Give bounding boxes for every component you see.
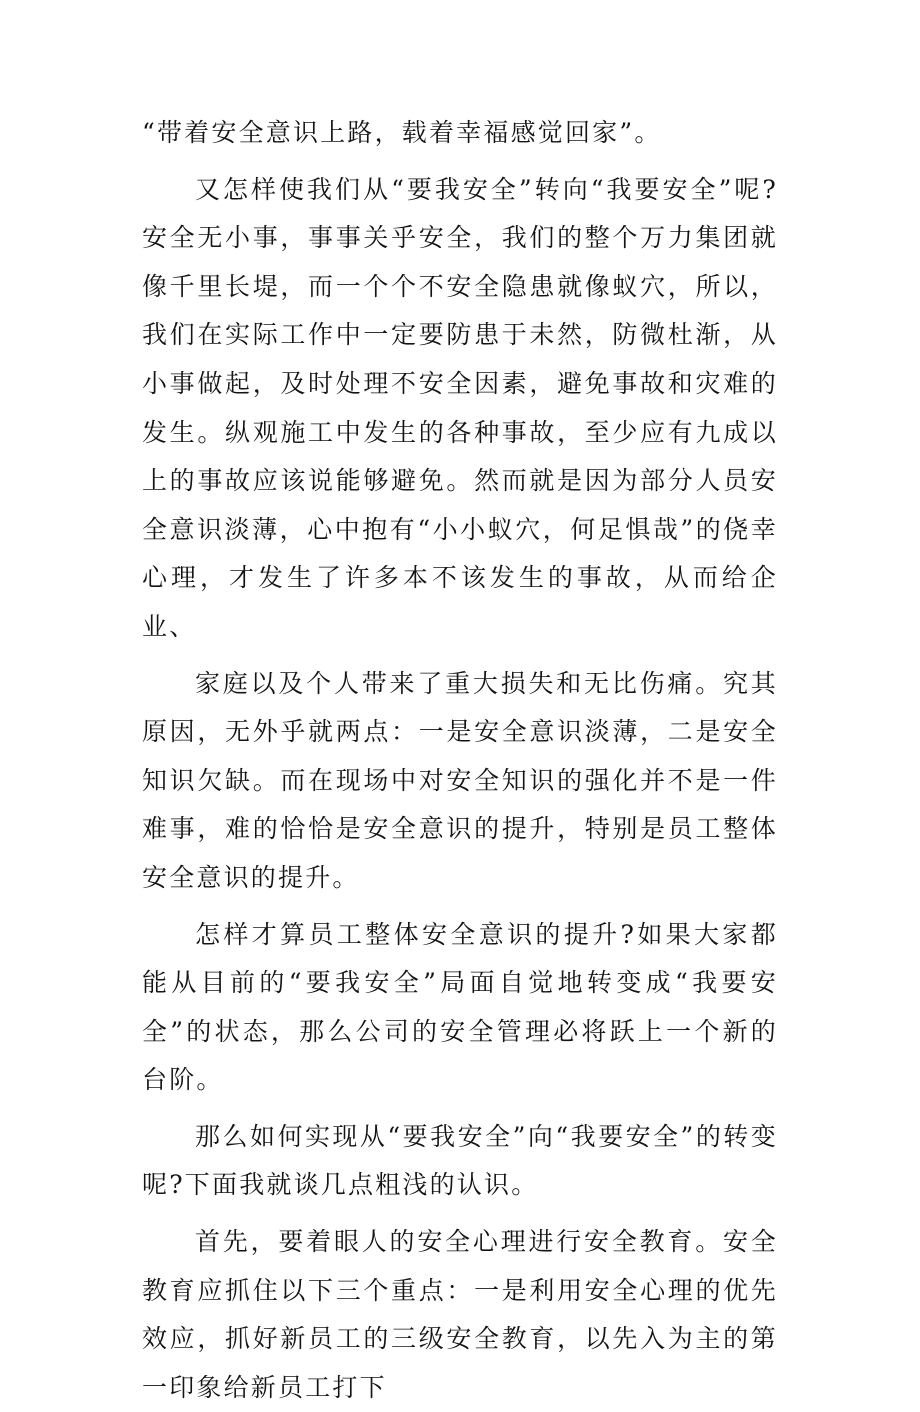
- document-body: [142, 109, 778, 1412]
- paragraph-1: “带着安全意识上路，载着幸福感觉回家”。: [142, 118, 662, 147]
- paragraph-4: 怎样才算员工整体安全意识的提升?如果大家都能从目前的“要我安全”局面自觉地转变成“我要安全”的状态，那么公司的安全管理必将跃上一个新的台阶。: [142, 919, 778, 1095]
- paragraph-3: 家庭以及个人带来了重大损失和无比伤痛。究其原因，无外乎就两点：一是安全意识淡薄，二是安全知识欠缺。而在现场中对安全知识的强化并不是一件难事，难的恰恰是安全意识的提升，特别是员工整体安全意识的提升。: [142, 668, 778, 892]
- paragraph-2: 又怎样使我们从“要我安全”转向“我要安全”呢?安全无小事，事事关乎安全，我们的整个万力集团就像千里长堤，而一个个不安全隐患就像蚁穴，所以，我们在实际工作中一定要防患于未然，防微杜渐，从小事做起，及时处理不安全因素，避免事故和灾难的发生。纵观施工中发生的各种事故，至少应有九成以上的事故应该说能够避免。然而就是因为部分人员安全意识淡薄，心中抱有“小小蚁穴，何足惧哉”的侥幸心理，才发生了许多本不该发生的事故，从而给企业、: [142, 174, 778, 641]
- paragraph-6: 首先，要着眼人的安全心理进行安全教育。安全教育应抓住以下三个重点：一是利用安全心理的优先效应，抓好新员工的三级安全教育，以先入为主的第一印象给新员工打下: [142, 1227, 778, 1402]
- paragraph-5: 那么如何实现从“要我安全”向“我要安全”的转变呢?下面我就谈几点粗浅的认识。: [142, 1121, 778, 1200]
